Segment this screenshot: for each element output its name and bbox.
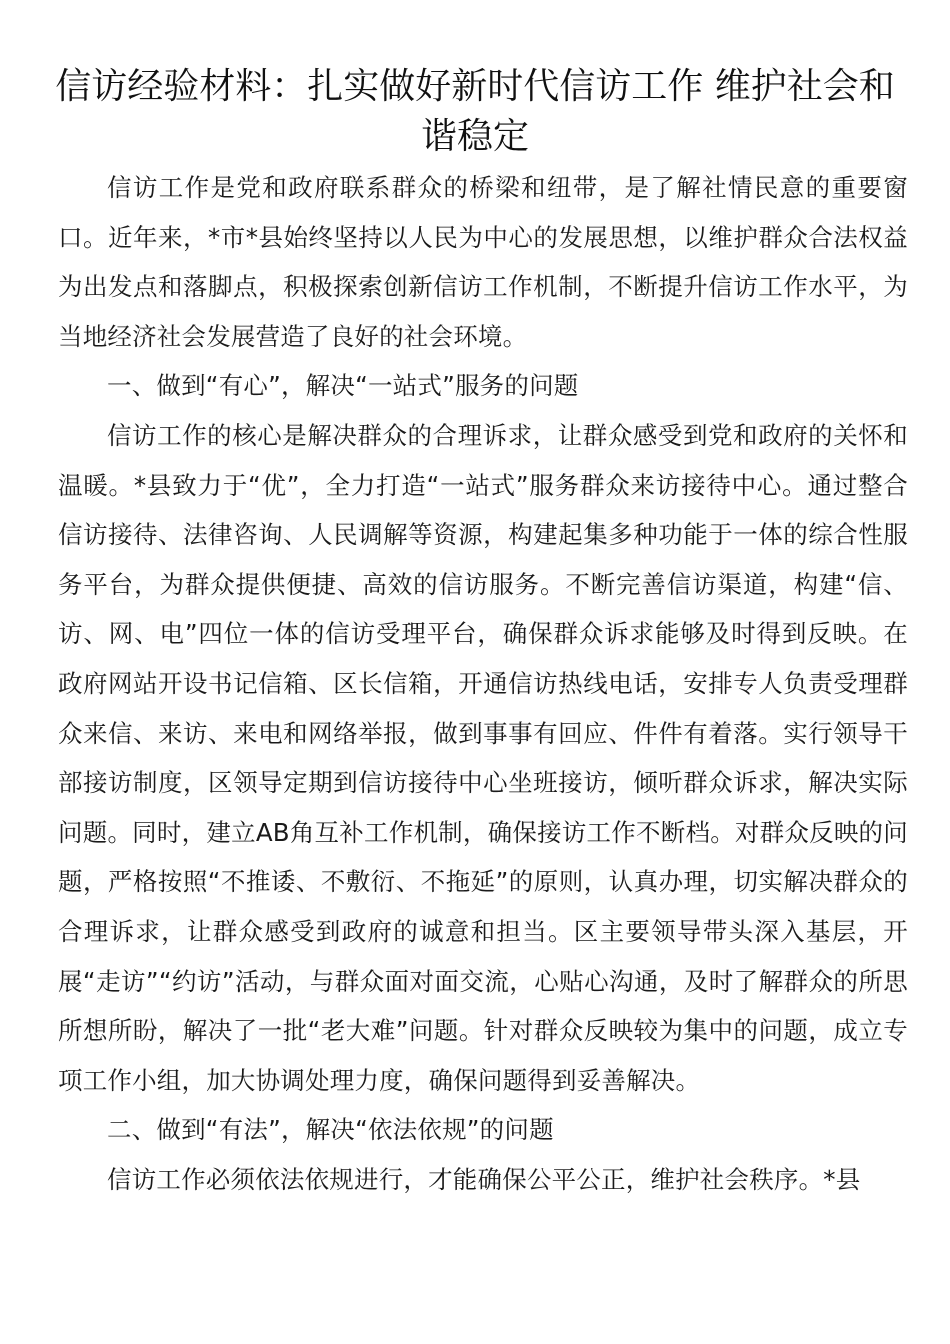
section-1-paragraph: 信访工作的核心是解决群众的合理诉求，让群众感受到党和政府的关怀和温暖。*县致力于“优”，全力打造“一站式”服务群众来访接待中心。通过整合信访接待、法律咨询、人民调解等资源，构建起集多种功能于一体的综合性服务平台，为群众提供便捷、高效的信访服务。不断完善信访渠道，构建“信、访、网、电”四位一体的信访受理平台，确保群众诉求能够及时得到反映。在政府网站开设书记信箱、区长信箱，开通信访热线电话，安排专人负责受理群众来信、来访、来电和网络举报，做到事事有回应、件件有着落。实行领导干部接访制度，区领导定期到信访接待中心坐班接访，倾听群众诉求，解决实际问题。同时，建立AB角互补工作机制，确保接访工作不断档。对群众反映的问题，严格按照“不推诿、不敷衍、不拖延”的原则，认真办理，切实解决群众的合理诉求，让群众感受到政府的诚意和担当。区主要领导带头深入基层，开展“走访”“约访”活动，与群众面对面交流，心贴心沟通，及时了解群众的所思所想所盼，解决了一批“老大难”问题。针对群众反映较为集中的问题，成立专项工作小组，加大协调处理力度，确保问题得到妥善解决。 (58, 420, 908, 1095)
document-title: 信访经验材料：扎实做好新时代信访工作 维护社会和谐稳定 (55, 66, 895, 157)
intro-paragraph: 信访工作是党和政府联系群众的桥梁和纽带，是了解社情民意的重要窗口。近年来，*市*县始终坚持以人民为中心的发展思想，以维护群众合法权益为出发点和落脚点，积极探索创新信访工作机制，不断提升信访工作水平，为当地经济社会发展营造了良好的社会环境。 (58, 173, 908, 351)
section-heading-2: 二、做到“有法”，解决“依法依规”的问题 (107, 1115, 554, 1145)
document-body (58, 163, 908, 1204)
section-2-paragraph: 信访工作必须依法依规进行，才能确保公平公正，维护社会秩序。*县 (107, 1164, 861, 1194)
section-heading-1: 一、做到“有心”，解决“一站式”服务的问题 (107, 371, 579, 401)
